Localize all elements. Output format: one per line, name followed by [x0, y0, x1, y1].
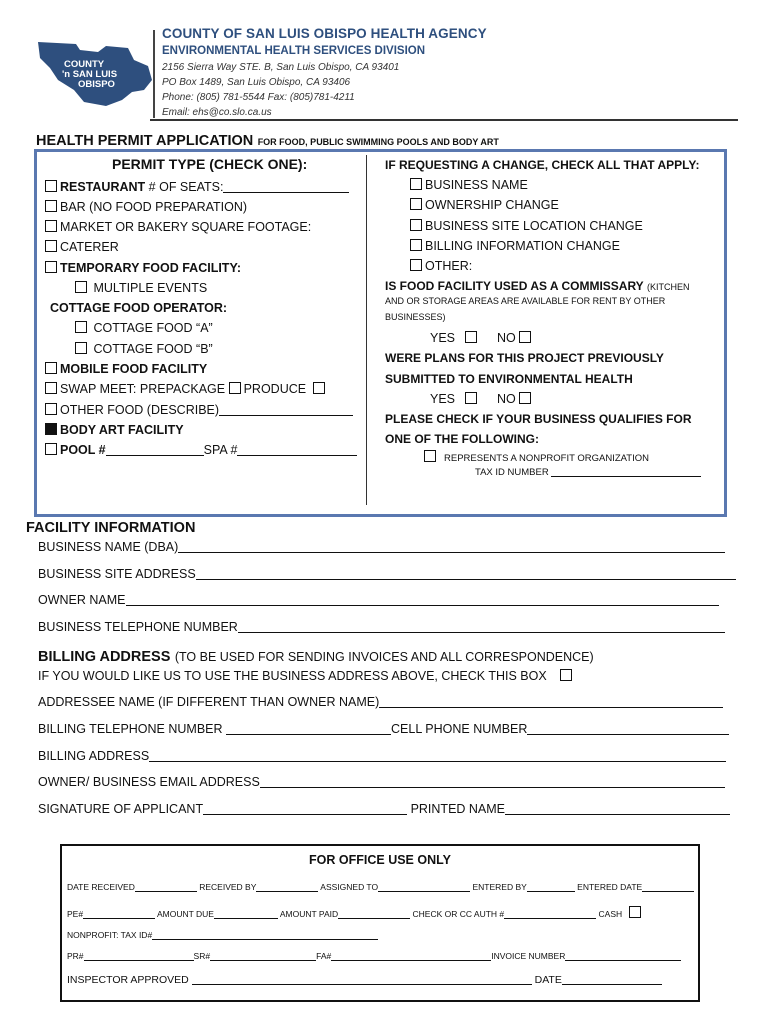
restaurant-row	[45, 179, 349, 195]
office-heading: FOR OFFICE USE ONLY	[309, 853, 451, 867]
caterer-checkbox[interactable]	[45, 240, 57, 252]
cottage-b-checkbox[interactable]	[75, 342, 87, 354]
received-by-label: RECEIVED BY	[199, 882, 257, 892]
nonprofit-tax-field[interactable]	[152, 931, 378, 940]
produce-checkbox[interactable]	[313, 382, 325, 394]
business-phone-field[interactable]	[238, 620, 725, 633]
office-row-5	[67, 974, 662, 986]
change-business-name-label: BUSINESS NAME	[425, 178, 528, 192]
tax-id-field[interactable]	[551, 467, 701, 477]
po-box-address: PO Box 1489, San Luis Obispo, CA 93406	[162, 77, 351, 88]
logo-text-line3: OBISPO	[78, 79, 115, 90]
cottage-heading: COTTAGE FOOD OPERATOR:	[50, 301, 228, 315]
change-other-row	[410, 258, 472, 274]
pe-field[interactable]	[83, 910, 155, 919]
form-title-row	[36, 132, 499, 150]
swap-meet-row	[45, 381, 328, 397]
amount-due-field[interactable]	[214, 910, 278, 919]
commissary-note-1: (KITCHEN	[647, 282, 690, 292]
change-business-name-checkbox[interactable]	[410, 178, 422, 190]
amount-paid-label: AMOUNT PAID	[279, 909, 339, 919]
other-food-checkbox[interactable]	[45, 403, 57, 415]
tax-id-label: TAX ID NUMBER	[475, 467, 549, 478]
commissary-note-3: BUSINESSES)	[385, 312, 446, 322]
temporary-label: TEMPORARY FOOD FACILITY:	[60, 261, 242, 275]
assigned-to-label: ASSIGNED TO	[320, 882, 379, 892]
pool-field[interactable]	[106, 443, 204, 456]
form-subtitle: FOR FOOD, PUBLIC SWIMMING POOLS AND BODY ART	[257, 137, 499, 147]
signature-row	[38, 802, 730, 816]
logo-text-line1: COUNTY	[64, 59, 105, 70]
received-by-field[interactable]	[256, 883, 318, 892]
office-row-2	[67, 906, 644, 919]
entered-date-label: ENTERED DATE	[577, 882, 643, 892]
use-business-address-checkbox[interactable]	[560, 669, 572, 681]
seats-field[interactable]	[223, 180, 349, 193]
restaurant-label: RESTAURANT	[60, 180, 146, 194]
plans-yes-no	[430, 391, 534, 407]
addressee-row	[38, 695, 723, 709]
date-label: DATE	[534, 974, 562, 986]
email-row	[38, 775, 725, 789]
phone-fax: Phone: (805) 781-5544 Fax: (805)781-4211	[162, 92, 355, 103]
inspector-label: INSPECTOR APPROVED	[67, 974, 189, 986]
plans-question-2: SUBMITTED TO ENVIRONMENTAL HEALTH	[385, 372, 633, 386]
body-art-row	[45, 422, 184, 438]
signature-field[interactable]	[203, 802, 407, 815]
logo-text	[56, 60, 136, 90]
amount-due-label: AMOUNT DUE	[156, 909, 214, 919]
business-name-field[interactable]	[178, 540, 725, 553]
bar-label: BAR (NO FOOD PREPARATION)	[60, 200, 248, 214]
market-row	[45, 219, 311, 235]
billing-phone-field[interactable]	[226, 722, 391, 735]
pool-checkbox[interactable]	[45, 443, 57, 455]
plans-no-checkbox[interactable]	[519, 392, 531, 404]
restaurant-checkbox[interactable]	[45, 180, 57, 192]
change-location-checkbox[interactable]	[410, 219, 422, 231]
multiple-events-label: MULTIPLE EVENTS	[93, 281, 208, 295]
change-ownership-row	[410, 197, 559, 213]
cell-phone-field[interactable]	[527, 722, 729, 735]
market-label: MARKET OR BAKERY SQUARE FOOTAGE:	[60, 220, 312, 234]
business-phone-label: BUSINESS TELEPHONE NUMBER	[38, 620, 238, 634]
pool-label: POOL #	[60, 443, 106, 457]
nonprofit-tax-label: NONPROFIT: TAX ID#	[67, 930, 153, 940]
amount-paid-field[interactable]	[338, 910, 410, 919]
plans-yes-checkbox[interactable]	[465, 392, 477, 404]
business-name-row	[38, 540, 725, 554]
billing-heading-note: (TO BE USED FOR SENDING INVOICES AND ALL CORRESPONDENCE)	[174, 650, 594, 664]
change-business-name-row	[410, 177, 528, 193]
change-location-row	[410, 218, 643, 234]
billing-address-label: BILLING ADDRESS	[38, 749, 150, 763]
change-other-label: OTHER:	[425, 259, 473, 273]
market-checkbox[interactable]	[45, 220, 57, 232]
seats-label: # OF SEATS:	[148, 180, 224, 194]
other-food-field[interactable]	[219, 403, 353, 416]
division-title: ENVIRONMENTAL HEALTH SERVICES DIVISION	[162, 45, 426, 57]
change-other-checkbox[interactable]	[410, 259, 422, 271]
temporary-row	[45, 260, 241, 276]
assigned-to-field[interactable]	[378, 883, 470, 892]
commissary-yes-no	[430, 330, 534, 346]
form-title: HEALTH PERMIT APPLICATION	[36, 133, 254, 149]
logo-text-line2: 'n SAN LUIS	[62, 69, 118, 80]
pe-label: PE#	[67, 909, 84, 919]
printed-name-field[interactable]	[505, 802, 730, 815]
multiple-events-checkbox[interactable]	[75, 281, 87, 293]
date-received-field[interactable]	[135, 883, 197, 892]
pr-field[interactable]	[84, 952, 194, 961]
inspector-field[interactable]	[192, 974, 532, 985]
change-ownership-label: OWNERSHIP CHANGE	[425, 198, 559, 212]
business-phone-row	[38, 620, 725, 634]
change-heading: IF REQUESTING A CHANGE, CHECK ALL THAT APPLY:	[385, 158, 700, 172]
mobile-label: MOBILE FOOD FACILITY	[60, 362, 208, 376]
swap-meet-checkbox[interactable]	[45, 382, 57, 394]
multiple-events-row	[75, 280, 207, 296]
permit-type-heading: PERMIT TYPE (CHECK ONE):	[112, 156, 308, 172]
commissary-yes-checkbox[interactable]	[465, 331, 477, 343]
cottage-b-label: COTTAGE FOOD “B”	[93, 342, 213, 356]
invoice-label: INVOICE NUMBER	[491, 951, 566, 961]
other-food-row	[45, 402, 353, 418]
billing-heading: BILLING ADDRESS	[38, 649, 171, 665]
caterer-label: CATERER	[60, 240, 119, 254]
change-billing-checkbox[interactable]	[410, 239, 422, 251]
fa-field[interactable]	[331, 952, 491, 961]
nonprofit-label: REPRESENTS A NONPROFIT ORGANIZATION	[444, 453, 649, 464]
cottage-a-label: COTTAGE FOOD “A”	[93, 321, 213, 335]
office-row-4	[67, 951, 681, 961]
street-address: 2156 Sierra Way STE. B, San Luis Obispo, CA 93401	[162, 62, 400, 73]
billing-heading-row	[38, 648, 594, 666]
nonprofit-question-2: ONE OF THE FOLLOWING:	[385, 432, 539, 446]
tax-id-row	[475, 467, 701, 478]
body-art-checkbox[interactable]	[45, 423, 57, 435]
sr-label: SR#	[193, 951, 211, 961]
pr-label: PR#	[67, 951, 84, 961]
owner-name-row	[38, 593, 719, 607]
change-ownership-checkbox[interactable]	[410, 198, 422, 210]
permit-box-divider	[366, 155, 367, 505]
entered-by-field[interactable]	[527, 883, 575, 892]
commissary-no-label: NO	[496, 331, 516, 345]
header-divider	[153, 30, 155, 118]
addressee-label: ADDRESSEE NAME (IF DIFFERENT THAN OWNER NAME)	[38, 695, 380, 709]
cottage-b-row	[75, 341, 213, 357]
spa-label: SPA #	[203, 443, 238, 457]
cash-checkbox[interactable]	[629, 906, 641, 918]
email-label: OWNER/ BUSINESS EMAIL ADDRESS	[38, 775, 260, 789]
change-billing-row	[410, 238, 620, 254]
sr-field[interactable]	[210, 952, 316, 961]
billing-address-field[interactable]	[149, 749, 726, 762]
check-cc-field[interactable]	[504, 910, 596, 919]
commissary-yes-label: YES	[430, 331, 456, 345]
commissary-note-2: AND OR STORAGE AREAS ARE AVAILABLE FOR RENT BY OTHER	[385, 296, 666, 306]
plans-yes-label: YES	[430, 392, 456, 406]
business-name-label: BUSINESS NAME (DBA)	[38, 540, 179, 554]
printed-name-label: PRINTED NAME	[410, 802, 506, 816]
date-received-label: DATE RECEIVED	[67, 882, 135, 892]
plans-no-label: NO	[496, 392, 516, 406]
cash-label: CASH	[598, 909, 623, 919]
commissary-question: IS FOOD FACILITY USED AS A COMMISSARY	[385, 279, 644, 293]
caterer-row	[45, 239, 119, 255]
signature-label: SIGNATURE OF APPLICANT	[38, 802, 204, 816]
site-address-label: BUSINESS SITE ADDRESS	[38, 567, 196, 581]
bar-checkbox[interactable]	[45, 200, 57, 212]
billing-phone-row	[38, 722, 729, 736]
entered-date-field[interactable]	[642, 883, 694, 892]
pool-row	[45, 442, 357, 458]
cell-phone-label: CELL PHONE NUMBER	[391, 722, 528, 736]
agency-title: COUNTY OF SAN LUIS OBISPO HEALTH AGENCY	[162, 26, 487, 41]
use-business-address-row	[38, 669, 575, 683]
nonprofit-row	[424, 450, 649, 464]
fa-label: FA#	[316, 951, 332, 961]
commissary-question-row	[385, 278, 690, 295]
plans-question-1: WERE PLANS FOR THIS PROJECT PREVIOUSLY	[385, 351, 664, 365]
site-address-field[interactable]	[196, 567, 736, 580]
other-food-label: OTHER FOOD (DESCRIBE)	[60, 403, 220, 417]
nonprofit-question-1: PLEASE CHECK IF YOUR BUSINESS QUALIFIES FOR	[385, 412, 692, 426]
facility-heading: FACILITY INFORMATION	[26, 520, 196, 536]
invoice-field[interactable]	[565, 952, 681, 961]
mobile-checkbox[interactable]	[45, 362, 57, 374]
email-address: Email: ehs@co.slo.ca.us	[162, 107, 272, 118]
change-location-label: BUSINESS SITE LOCATION CHANGE	[425, 219, 643, 233]
billing-address-row	[38, 749, 726, 763]
spa-field[interactable]	[237, 443, 357, 456]
mobile-row	[45, 361, 207, 377]
nonprofit-checkbox[interactable]	[424, 450, 436, 462]
swap-meet-label: SWAP MEET: PREPACKAGE	[60, 382, 226, 396]
bar-row	[45, 199, 247, 215]
change-billing-label: BILLING INFORMATION CHANGE	[425, 239, 620, 253]
body-art-label: BODY ART FACILITY	[60, 423, 184, 437]
office-row-3	[67, 930, 378, 940]
site-address-row	[38, 567, 736, 581]
entered-by-label: ENTERED BY	[472, 882, 527, 892]
billing-phone-label: BILLING TELEPHONE NUMBER	[38, 722, 223, 736]
cottage-a-checkbox[interactable]	[75, 321, 87, 333]
date-field[interactable]	[562, 974, 662, 985]
header-rule	[150, 119, 738, 121]
use-business-address-label: IF YOU WOULD LIKE US TO USE THE BUSINESS ADDRESS ABOVE, CHECK THIS BOX	[38, 669, 547, 683]
produce-label: PRODUCE	[243, 382, 307, 396]
office-row-1	[67, 882, 694, 892]
email-field[interactable]	[260, 775, 725, 788]
temporary-checkbox[interactable]	[45, 261, 57, 273]
owner-name-field[interactable]	[126, 593, 719, 606]
check-cc-label: CHECK OR CC AUTH #	[412, 909, 505, 919]
prepackage-checkbox[interactable]	[229, 382, 241, 394]
cottage-a-row	[75, 320, 213, 336]
addressee-field[interactable]	[379, 695, 723, 708]
commissary-no-checkbox[interactable]	[519, 331, 531, 343]
owner-name-label: OWNER NAME	[38, 593, 126, 607]
